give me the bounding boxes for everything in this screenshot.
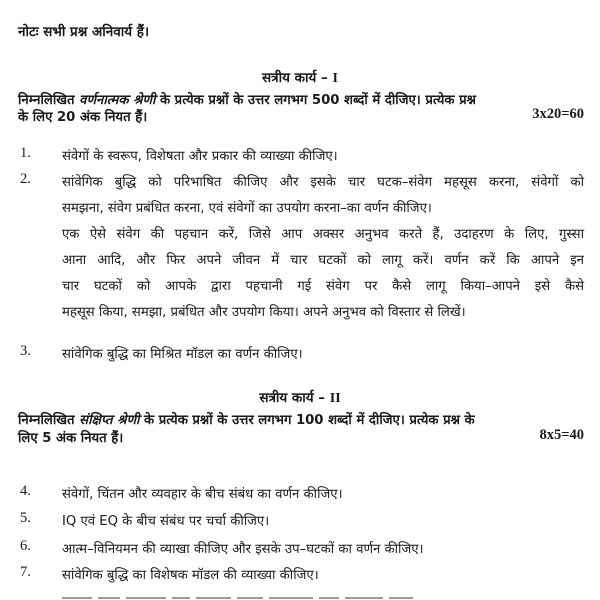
question-number: 3. [20,343,31,359]
question-number: 2. [20,171,31,187]
question-6-text: आत्म–विनियमन की व्याखा कीजिए और इसके उप–घटकों का वर्णन कीजिए। [62,542,424,557]
question-4-text: संवेगों, चिंतन और व्यवहार के बीच संबंध का वर्णन कीजिए। [62,487,343,502]
note-all-questions-compulsory: नोटः सभी प्रश्न अनिवार्य हैं। [18,24,150,40]
section-1-instruction-line-2: के लिए 20 अंक नियत हैं। [18,110,148,125]
instruction-category-emphasis: संक्षिप्त श्रेणी [79,413,140,428]
instruction-category-emphasis: वर्णनात्मक श्रेणी [79,93,156,108]
question-2-text-line-5: चार घटकों को आपके द्वारा पहचानी गई संवेग पर कैसे लागू किया–आपने इसे कैसे [62,279,584,294]
instruction-text: के प्रत्येक प्रश्नों के उत्तर लगभग 500 शब्दों में दीजिए। प्रत्येक प्रश्न [155,93,476,108]
section-1-marks: 3x20=60 [532,106,584,122]
question-2-text-line-1: सांवेगिक बुद्धि को परिभाषित कीजिए और इसके चार घटक–संवेग महसूस करना, संवेगों को [62,175,584,190]
question-7-text: सांवेगिक बुद्धि का विशेषक मॉडल की व्याख्या कीजिए। [62,568,319,583]
section-1-instruction-line-1 [18,90,584,108]
question-number: 4. [20,483,31,499]
cut-off-text-line [62,594,482,600]
question-number: 6. [20,538,31,554]
question-2-text-line-2: समझना, संवेग प्रबंधित करना, एवं संवेगों का उपयोग करना–का वर्णन कीजिए। [62,201,432,216]
question-1-text: संवेगों के स्वरूप, विशेषता और प्रकार की व्याख्या कीजिए। [62,149,338,164]
question-number: 7. [20,564,31,580]
instruction-text: निम्नलिखित [18,93,80,108]
question-number: 5. [20,510,31,526]
instruction-text: निम्नलिखित [18,413,80,428]
section-title-assignment-1 [0,68,600,87]
section-2-instruction-line-1 [18,410,584,428]
section-2-instruction-line-2: लिए 5 अंक नियत हैं। [18,431,124,446]
section-roman-numeral: I [332,71,338,86]
question-2-text-line-4: आना आदि, और फिर अपने जीवन में चार घटकों को लागू करें। वर्णन करें कि आपने इन [62,253,584,268]
question-3-text: सांवेगिक बुद्धि का मिश्रित मॉडल का वर्णन कीजिए। [62,347,303,362]
section-roman-numeral: II [329,391,341,406]
section-title-text: सत्रीय कार्य – [259,390,330,406]
instruction-text: के प्रत्येक प्रश्नों के उत्तर लगभग 100 शब्दों में दीजिए। प्रत्येक प्रश्न के [139,413,475,428]
question-number: 1. [20,145,31,161]
question-2-text-line-6: महसूस किया, समझा, प्रबंधित और उपयोग किया। अपने अनुभव को विस्तार से लिखें। [62,305,466,320]
section-title-assignment-2 [0,388,600,407]
question-2-text-line-3: एक ऐसे संवेग की पहचान करें, जिसे आप अक्सर अनुभव करते हैं, उदाहरण के लिए, गुस्सा [62,227,584,242]
section-2-marks: 8x5=40 [539,427,584,443]
question-5-text: IQ एवं EQ के बीच संबंध पर चर्चा कीजिए। [62,514,270,529]
section-title-text: सत्रीय कार्य – [262,70,333,86]
